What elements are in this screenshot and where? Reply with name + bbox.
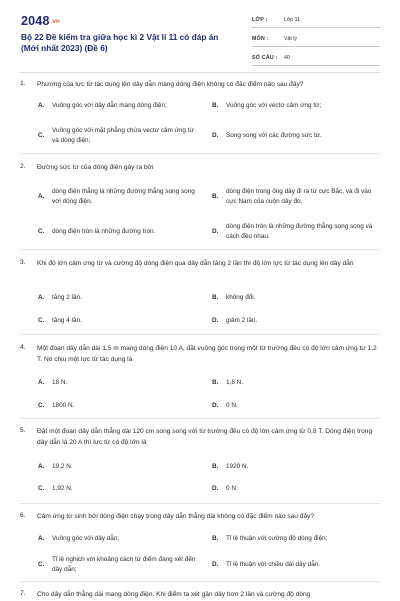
option-label: D. [212, 485, 219, 492]
option-label: B. [212, 379, 219, 386]
option-text: tăng 4 lần. [52, 317, 82, 324]
meta-key: SỐ CÂU : [252, 55, 278, 61]
question-text: Một đoạn dây dẫn dài 1,5 m mang dòng điện 10 A, đặt vuông góc trong một từ trường đều có độ lớn cảm ứng từ 1,2 T. Nó chịu một lực từ tác dụng là [37, 345, 377, 363]
option-label: C. [38, 485, 45, 492]
option-text: dòng điện tròn là những đường tròn. [52, 228, 156, 235]
option-label: A. [38, 379, 45, 386]
site-logo[interactable] [21, 14, 60, 28]
question-separator [20, 249, 380, 250]
meta-key: LỚP : [252, 17, 268, 23]
option-label: D. [212, 228, 219, 235]
question-number: 5. [20, 427, 26, 434]
option-text: tăng 2 lần. [52, 294, 82, 301]
question-number: 7. [20, 590, 26, 597]
question-text: Cho dây dẫn thẳng dài mang dòng điện. Khi điểm ta xét gần dây hơn 2 lần và cường độ dòng [37, 591, 311, 598]
option-text: Song song với các đường sức từ. [226, 132, 322, 139]
option-text: 0 N. [226, 402, 238, 409]
meta-value: Lớp 11 [284, 17, 300, 23]
option-label: A. [38, 102, 45, 109]
option-label: C. [38, 228, 45, 235]
option-label: D. [212, 561, 219, 568]
option-text: Vuông góc với vectơ cảm ứng từ; [226, 102, 322, 109]
option-label: B. [212, 535, 219, 542]
question-text: Đặt một đoạn dây dẫn thẳng dài 120 cm song song với từ trường đều có độ lớn cảm ứng từ 0,8 T. Dòng điện trong dây dẫn là 20 A thì lực từ có độ lớn là [37, 428, 373, 446]
meta-value: 40 [284, 55, 290, 61]
option-text: 1920 N. [226, 463, 249, 470]
option-text: Tỉ lệ nghịch với khoảng cách từ điểm đang xét đến dây dẫn; [52, 556, 196, 573]
option-text: Tỉ lệ thuận với cường độ dòng điện; [226, 535, 328, 542]
option-text: dòng điện trong ống dây đi ra từ cực Bắc, và đi vào cực Nam của cuộn dây đó. [226, 188, 372, 205]
option-text: dòng điện tròn là những đường thẳng song song và cách đều nhau. [226, 223, 373, 240]
option-text: dòng điện thẳng là những đường thẳng song song với dòng điện. [52, 188, 195, 205]
option-label: B. [212, 463, 219, 470]
meta-row-count [252, 51, 380, 66]
option-text: Vuông góc với mặt phẳng chứa vectơ cảm ứng từ và dòng điện; [52, 127, 194, 144]
question-number: 4. [20, 344, 26, 351]
option-label: B. [212, 102, 219, 109]
option-text: 1,92 N. [52, 485, 73, 492]
header-divider [20, 72, 380, 73]
option-text: giảm 2 lần. [226, 317, 258, 324]
option-text: 0 N. [226, 485, 238, 492]
option-label: C. [38, 402, 45, 409]
question-number: 6. [20, 512, 26, 519]
exam-header [0, 0, 400, 72]
meta-row-subject [252, 32, 380, 47]
question-separator [20, 503, 380, 504]
logo-number: 2048 [21, 14, 50, 28]
question-separator [20, 334, 380, 335]
option-label: D. [212, 132, 219, 139]
option-label: C. [38, 132, 45, 139]
option-label: A. [38, 193, 45, 200]
option-label: A. [38, 463, 45, 470]
exam-title: Bộ 22 Đề kiểm tra giữa học kì 2 Vật lí 11 có đáp án (Mới nhất 2023) (Đề 6) [21, 32, 219, 53]
option-label: D. [212, 317, 219, 324]
option-label: B. [212, 294, 219, 301]
option-label: C. [38, 561, 45, 568]
meta-row-class [252, 13, 380, 28]
option-label: A. [38, 535, 45, 542]
option-text: 1800 N. [52, 402, 75, 409]
question-text: Phương của lực từ tác dụng lên dây dẫn mang dòng điện không có đặc điểm nào sau đây? [37, 81, 304, 88]
exam-meta [252, 13, 380, 70]
option-text: Tỉ lệ thuận với chiều dài dây dẫn. [226, 561, 321, 568]
question-number: 1. [20, 80, 26, 87]
question-separator [20, 153, 380, 154]
question-separator [20, 418, 380, 419]
question-text: Khi độ lớn cảm ứng từ và cường độ dòng điện qua dây dẫn tăng 2 lần thì độ lớn lực từ tác dụng lên dây dẫn [37, 260, 354, 267]
option-text: không đổi. [226, 294, 256, 301]
option-label: D. [212, 402, 219, 409]
logo-domain: .vn [50, 18, 60, 25]
option-text: 19,2 N. [52, 463, 73, 470]
question-number: 3. [20, 259, 26, 266]
question-separator [20, 581, 380, 582]
question-number: 2. [20, 163, 26, 170]
question-text: Cảm ứng từ sinh bởi dòng điện chạy trong dây dẫn thẳng dài không có đặc điểm nào sau đây? [37, 513, 315, 520]
option-text: Vuông góc với dây dẫn; [52, 535, 120, 542]
option-label: B. [212, 193, 219, 200]
meta-value: Vật lý [284, 36, 297, 42]
option-text: 1,8 N. [226, 379, 244, 386]
option-text: 18 N. [52, 379, 68, 386]
option-label: C. [38, 317, 45, 324]
question-text: Đường sức từ của dòng điện gây ra bởi [37, 164, 154, 171]
option-text: Vuông góc với dây dẫn mang dòng điện; [52, 102, 167, 109]
option-label: A. [38, 294, 45, 301]
meta-key: MÔN : [252, 36, 269, 42]
